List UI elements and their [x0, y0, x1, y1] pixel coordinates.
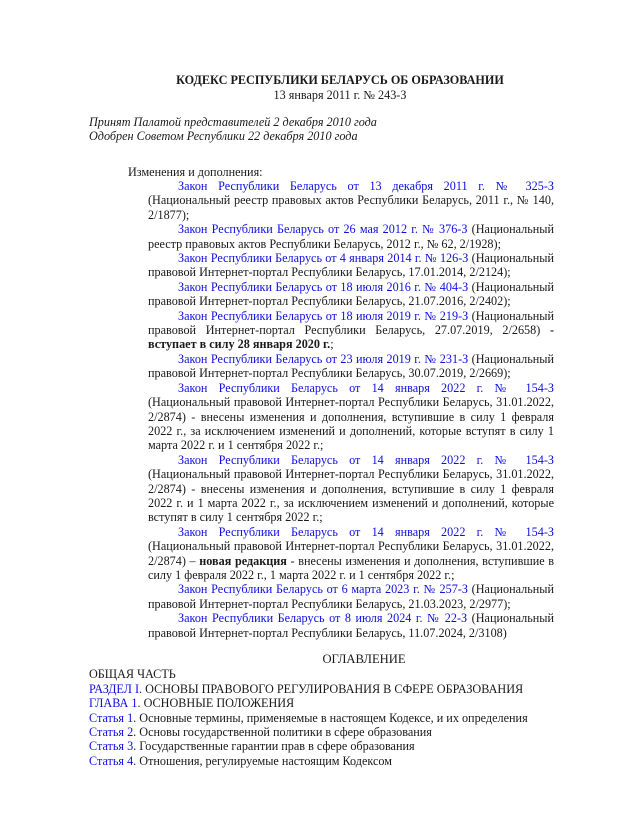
document-title: КОДЕКС РЕСПУБЛИКИ БЕЛАРУСЬ ОБ ОБРАЗОВАНИИ — [176, 73, 504, 87]
amendment-item — [148, 352, 554, 381]
law-link[interactable]: Закон Республики Беларусь от 18 июля 2019 г. № 219-З — [178, 308, 469, 323]
article-link[interactable]: Статья 1 — [89, 710, 134, 725]
amendment-source: (Национальный правовой Интернет-портал Республики Беларусь, 27.07.2019, 2/2658) — [148, 308, 554, 338]
article-title: . Отношения, регулируемые настоящим Кодексом — [133, 753, 392, 768]
amendment-source: (Национальный правовой Интернет-портал Республики Беларусь, 21.03.2023, 2/2977); — [148, 582, 554, 611]
amendment-note: новая редакция — [199, 553, 287, 568]
chapter-title: . ОСНОВНЫЕ ПОЛОЖЕНИЯ — [137, 696, 295, 711]
toc-article — [89, 754, 559, 768]
amendment-source: (Национальный правовой Интернет-портал Республики Беларусь, 30.07.2019, 2/2669); — [148, 351, 554, 381]
toc-chapter — [89, 696, 559, 710]
law-link[interactable]: Закон Республики Беларусь от 6 марта 2023 г. № 257-З — [178, 582, 468, 597]
law-link[interactable]: Закон Республики Беларусь от 4 января 2014 г. № 126-З — [178, 251, 469, 266]
amendment-item — [148, 222, 554, 251]
article-title: . Государственные гарантии прав в сфере образования — [133, 739, 415, 754]
amendment-item — [148, 280, 554, 309]
approved-line: Одобрен Советом Республики 22 декабря 2010 года — [89, 129, 358, 144]
changes-label: Изменения и дополнения: — [128, 165, 263, 179]
article-link[interactable]: Статья 2 — [89, 725, 134, 740]
toc-heading: ОГЛАВЛЕНИЕ — [322, 652, 406, 666]
amendment-item — [148, 611, 554, 640]
article-link[interactable]: Статья 3 — [89, 739, 134, 754]
document-body — [89, 179, 559, 768]
adopted-line: Принят Палатой представителей 2 декабря 2010 года — [89, 115, 377, 129]
section-link[interactable]: РАЗДЕЛ I — [89, 681, 140, 696]
section-title: . ОСНОВЫ ПРАВОВОГО РЕГУЛИРОВАНИЯ В СФЕРЕ ОБРАЗОВАНИЯ — [139, 681, 524, 696]
law-link[interactable]: Закон Республики Беларусь от 13 декабря 2011 г. № 325-З — [178, 179, 554, 193]
article-link[interactable]: Статья 4 — [89, 753, 134, 768]
amendment-source: (Национальный правовой Интернет-портал Республики Беларусь, 11.07.2024, 2/3108) — [148, 611, 554, 640]
law-link[interactable]: Закон Республики Беларусь от 14 января 2022 г. № 154-З — [178, 452, 554, 467]
amendments-list — [148, 179, 554, 640]
amendment-item — [148, 251, 554, 280]
amendment-source: (Национальный правовой Интернет-портал Республики Беларусь, 21.07.2016, 2/2402); — [148, 279, 554, 309]
toc-section — [89, 682, 559, 696]
toc-article — [89, 711, 559, 725]
law-link[interactable]: Закон Республики Беларусь от 14 января 2022 г. № 154-З — [178, 380, 554, 395]
toc-article — [89, 739, 559, 753]
table-of-contents — [89, 652, 559, 768]
amendment-item — [148, 582, 554, 611]
toc-general-part: ОБЩАЯ ЧАСТЬ — [89, 667, 176, 682]
amendment-after: - внесены изменения и дополнения, вступившие в силу 1 февраля 2022 г., 1 марта 2022 г. и 1 сентября 2022 г.; — [148, 553, 555, 582]
article-title: . Основные термины, применяемые в настоящем Кодексе, и их определения — [133, 710, 528, 725]
law-link[interactable]: Закон Республики Беларусь от 18 июля 2016 г. № 404-З — [178, 279, 469, 294]
amendment-source: (Национальный реестр правовых актов Республики Беларусь, 2012 г., № 62, 2/1928); — [148, 222, 554, 251]
article-title: . Основы государственной политики в сфере образования — [133, 725, 432, 740]
amendment-item — [148, 381, 554, 453]
chapter-link[interactable]: ГЛАВА 1 — [89, 696, 138, 711]
law-link[interactable]: Закон Республики Беларусь от 8 июля 2024 г. № 22-З — [178, 611, 468, 626]
law-link[interactable]: Закон Республики Беларусь от 26 мая 2012 г. № 376-З — [178, 222, 468, 237]
law-link[interactable]: Закон Республики Беларусь от 23 июля 2019 г. № 231-З — [178, 351, 469, 366]
amendment-item — [148, 525, 554, 583]
toc-article — [89, 725, 559, 739]
amendment-item — [148, 309, 554, 352]
amendment-source: (Национальный правовой Интернет-портал Республики Беларусь, 31.01.2022, 2/2874) - внесены изменения и дополнения, вступившие в силу 1 февраля 2022 г., за исключением изменений и дополнений, которые вступят в силу 1 марта 2022 г. и 1 сентября 2022 г.; — [148, 395, 554, 453]
law-link[interactable]: Закон Республики Беларусь от 14 января 2022 г. № 154-З — [178, 524, 554, 539]
amendment-source: (Национальный реестр правовых актов Республики Беларусь, 2011 г., № 140, 2/1877); — [148, 193, 554, 222]
amendment-item — [148, 179, 554, 222]
amendment-source: (Национальный правовой Интернет-портал Республики Беларусь, 31.01.2022, 2/2874) - внесены изменения и дополнения, вступившие в силу 1 февраля 2022 г. и 1 марта 2022 г., за исключением изменений и дополнений, которые вступят в силу 1 сентября 2022 г.; — [148, 467, 554, 525]
amendment-after: ; — [330, 337, 334, 352]
document-date: 13 января 2011 г. № 243-З — [273, 88, 407, 102]
amendment-item — [148, 453, 554, 525]
amendment-note: - вступает в силу 28 января 2020 г. — [148, 323, 554, 352]
amendment-source: (Национальный правовой Интернет-портал Республики Беларусь, 31.01.2022, 2/2874) – — [148, 539, 554, 568]
adoption-info — [89, 115, 377, 144]
amendment-source: (Национальный правовой Интернет-портал Республики Беларусь, 17.01.2014, 2/2124); — [148, 251, 554, 280]
